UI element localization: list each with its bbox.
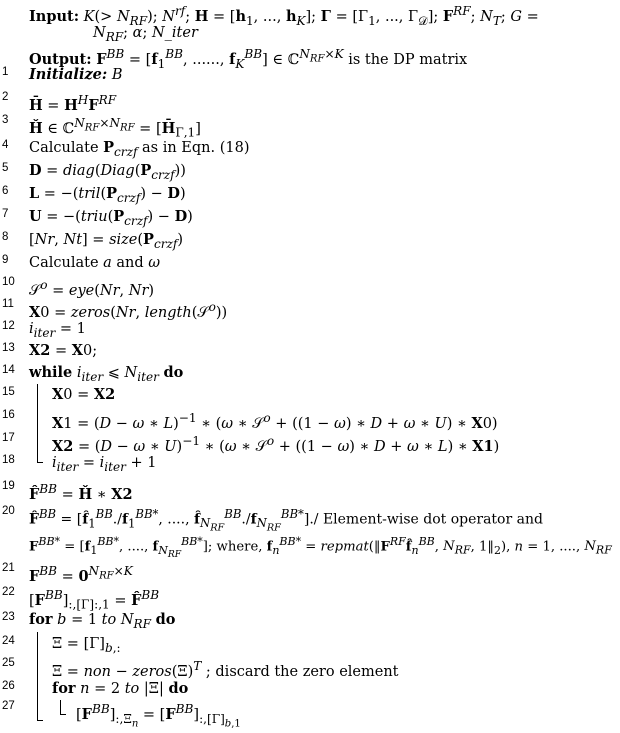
while-block-bar (37, 384, 38, 462)
line-number: 10 (2, 276, 15, 288)
line-number: 7 (2, 208, 9, 220)
while-block-foot (37, 462, 43, 463)
line-number: 16 (2, 409, 15, 421)
for-b-block-bar (37, 632, 38, 720)
for-n-block-foot (60, 714, 66, 715)
line-number: 24 (2, 635, 15, 647)
line-number: 26 (2, 680, 15, 692)
line-number: 27 (2, 700, 15, 712)
line-number: 20 (2, 505, 15, 517)
line-number: 23 (2, 611, 15, 623)
line-number: 17 (2, 432, 15, 444)
line-number: 22 (2, 586, 15, 598)
for-b-block-foot (37, 720, 43, 721)
line-number: 18 (2, 454, 15, 466)
line-number: 6 (2, 185, 9, 197)
input-text: $K(> N_{RF})$; $N^{rf}$; $H = [h_1$, ..., $h_K$]; $\Gamma = [\Gamma_1$, ..., $\Gamma_𝒟$]; $F^{RF}$; $N_T$; G = (83, 4, 539, 28)
input-text-continued: $N_{RF}$; α; N_iter (93, 25, 198, 44)
line-number: 5 (2, 162, 9, 174)
output-text: $F^{BB} = [f_1^{BB}$, ......, $f_K^{BB}$] ∈ ℂ$^{N_{RF}\times K}$ is the DP matrix (96, 47, 468, 71)
line-number: 3 (2, 114, 9, 126)
for-n-block-bar (60, 700, 61, 714)
line-number: 11 (2, 298, 14, 310)
line-number: 19 (2, 480, 15, 492)
line-number: 12 (2, 320, 15, 332)
line-number: 8 (2, 231, 9, 243)
line-number: 25 (2, 657, 15, 669)
line-number: 1 (2, 66, 9, 78)
line-number: 4 (2, 139, 9, 151)
line-number: 21 (2, 562, 15, 574)
input-label: Input: (29, 7, 80, 25)
line-number: 13 (2, 342, 15, 354)
line-number: 9 (2, 254, 9, 266)
output-label: Output: (29, 50, 92, 68)
algorithm-block: Input: $K(> N_{RF})$; $N^{rf}$; $H = [h_1$, ..., $h_K$]; $\Gamma = [\Gamma_1$, ..., $\Gamma_𝒟$]; $F^{RF}$; $N_T$; G = $N_{RF}$; α; N_iter Output: $F^{BB} = [f_1^{BB}$, ......, $f_K^{BB}$] ∈ ℂ$^{N_{RF}\times K}$ is the DP matrix 1 Initialize: B 2 H̄ = $H^HF^{RF}$ 3 Ȟ ∈ ℂ$^{N_{RF}\times N_{RF}}$ = $[H̄_{\Gamma,1}]$ 4 Calculate $P_{crzf}$ as in Eqn. (18) 5 $D = diag(Diag(P_{crzf}))$ 6 $L = -(tril(P_{crzf}) - D)$ 7 $U = -(triu(P_{crzf}) - D)$ 8 [Nr, $Nt] = size(P_{crzf})$ 9 Calculate a and ω 10 𝒮$^o$ = eye(Nr, Nr) 11 X0 = zeros(Nr, length(𝒮$^o$)) 12 $i_{iter} = 1$ 13 X2 = X0; 14 while $i_{iter}$ ⩽ $N_{iter}$ do 15 X0 = X2 16 X1 = (D − ω ∗ L)$^{-1}$ ∗ (ω ∗ 𝒮$^o$ + ((1 − ω) ∗ D + ω ∗ U) ∗ X0) 17 X2 = (D − ω ∗ U)$^{-1}$ ∗ (ω ∗ 𝒮$^o$ + ((1 − ω) ∗ D + ω ∗ L) ∗ X1) 18 $i_{iter} = i_{iter} + 1$ 19 F̂$^{BB}$ = Ȟ ∗ X2 20 F̂$^{BB}$ = [$f̂_1^{BB}./f_1^{BB*}$, ...., $f̂_{N_{RF}}^{BB}./f_{N_{RF}}^{BB*}]./$ Element-wise dot operator and $F^{BB*} = [f_1^{BB*}$, ...., $f_{N_{RF}}^{BB*}$]; where, $f_n^{BB*}$ = $repmat(‖F^{RF}f̂_n^{BB}$, $N_{RF}$, $1‖_2$), n = 1, ...., $N_{RF}$ 21 $F^{BB} = 0^{N_{RF}\times K}$ 22 $[F^{BB}]_{:,[\Gamma]:,1}$ = F̂$^{BB}$ 23 for b = 1 to $N_{RF}$ do 24 $\Xi = [\Gamma]_{b,:}$ 25 Ξ = non − $zeros(\Xi)^T$ ; discard the zero element 26 for n = 2 to |Ξ| do 27 $[F^{BB}]_{:,\Xi_n} = [F^{BB}]_{:,[\Gamma]_{b,1}}$ (2, 4, 612, 730)
line-number: 2 (2, 91, 9, 103)
line-number: 14 (2, 364, 15, 376)
line-number: 15 (2, 386, 15, 398)
